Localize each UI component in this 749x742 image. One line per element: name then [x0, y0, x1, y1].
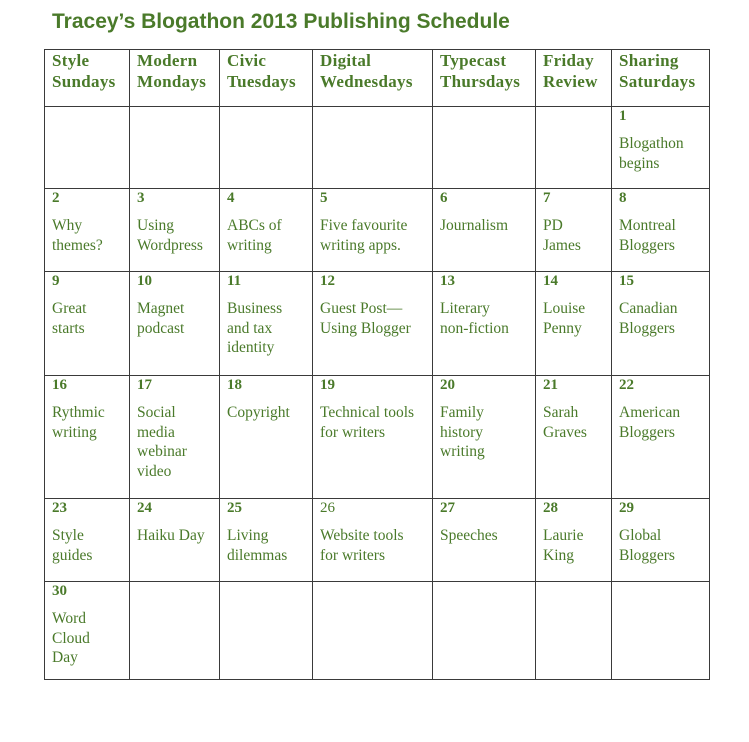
day-cell: [612, 272, 710, 376]
event-title: [440, 299, 531, 338]
column-header: [45, 50, 130, 107]
day-number: 24: [137, 500, 152, 516]
day-number: 29: [619, 500, 634, 516]
day-number: 9: [52, 273, 60, 289]
event-line: writing apps.: [320, 236, 401, 254]
week-row: [45, 499, 710, 582]
day-number: 26: [320, 500, 335, 516]
event-line: Using Blogger: [320, 319, 411, 337]
day-cell: [313, 272, 433, 376]
event-title: [52, 216, 125, 255]
empty-day-cell: [433, 107, 536, 189]
event-title: [137, 526, 215, 546]
event-line: Five favourite: [320, 217, 408, 234]
event-line: Journalism: [440, 217, 509, 234]
day-cell: [433, 272, 536, 376]
event-title: [543, 299, 607, 338]
event-title: [543, 403, 607, 442]
column-header-line: Thursdays: [440, 72, 521, 91]
event-title: [543, 526, 607, 565]
event-line: for writers: [320, 546, 385, 564]
event-line: Copyright: [227, 404, 290, 421]
event-line: Business: [227, 300, 283, 317]
event-title: [52, 403, 125, 442]
event-line: Laurie: [543, 527, 584, 544]
event-line: Sarah: [543, 404, 579, 421]
day-number: 8: [619, 190, 627, 206]
event-line: Social: [137, 404, 176, 421]
event-line: writing: [227, 236, 272, 254]
day-number: 4: [227, 190, 235, 206]
day-number: 6: [440, 190, 448, 206]
day-number: 20: [440, 377, 455, 393]
event-line: media: [137, 423, 175, 441]
day-number: 25: [227, 500, 242, 516]
day-cell: [220, 272, 313, 376]
day-number: 12: [320, 273, 335, 289]
column-header-line: Friday: [543, 51, 594, 70]
empty-day-cell: [313, 582, 433, 680]
day-cell: [220, 189, 313, 272]
event-line: James: [543, 236, 581, 254]
day-cell: [612, 189, 710, 272]
event-title: [137, 403, 215, 481]
event-line: Louise: [543, 300, 586, 317]
event-line: ABCs of: [227, 217, 282, 234]
column-header-line: Typecast: [440, 51, 507, 70]
day-cell: [220, 499, 313, 582]
day-number: 5: [320, 190, 328, 206]
schedule-table: [44, 49, 710, 680]
event-title: [619, 134, 705, 173]
page-title: Tracey’s Blogathon 2013 Publishing Schedule: [52, 10, 510, 33]
event-line: Great: [52, 300, 87, 317]
event-line: Literary: [440, 300, 490, 317]
day-cell: [612, 107, 710, 189]
empty-day-cell: [130, 107, 220, 189]
event-line: writing: [440, 443, 485, 460]
event-line: Haiku Day: [137, 527, 205, 544]
event-line: Global: [619, 527, 662, 544]
empty-day-cell: [220, 582, 313, 680]
empty-day-cell: [612, 582, 710, 680]
event-title: [543, 216, 607, 255]
event-line: Word: [52, 610, 87, 627]
event-line: Penny: [543, 319, 582, 337]
column-header: [433, 50, 536, 107]
event-line: Graves: [543, 423, 587, 441]
event-title: [227, 216, 308, 255]
event-line: for writers: [320, 423, 385, 441]
column-header: [313, 50, 433, 107]
event-title: [619, 403, 705, 442]
week-row: [45, 107, 710, 189]
day-cell: [130, 272, 220, 376]
event-line: history: [440, 423, 484, 441]
event-title: [320, 216, 428, 255]
event-line: Living: [227, 527, 269, 544]
day-cell: [130, 189, 220, 272]
event-line: writing: [52, 423, 97, 441]
day-number: 23: [52, 500, 67, 516]
event-line: Canadian: [619, 300, 678, 317]
empty-day-cell: [220, 107, 313, 189]
day-cell: [536, 189, 612, 272]
event-title: [440, 526, 531, 546]
event-line: non-fiction: [440, 319, 509, 337]
column-header-line: Style: [52, 51, 90, 70]
day-number: 2: [52, 190, 60, 206]
event-line: Why: [52, 217, 83, 234]
event-line: Website tools: [320, 527, 404, 544]
event-line: starts: [52, 319, 85, 337]
event-line: guides: [52, 546, 93, 564]
event-title: [227, 299, 308, 358]
column-header-line: Tuesdays: [227, 72, 296, 91]
event-line: Speeches: [440, 527, 498, 544]
event-title: [320, 299, 428, 338]
day-number: 14: [543, 273, 558, 289]
event-title: [440, 403, 531, 462]
day-cell: [313, 189, 433, 272]
day-number: 13: [440, 273, 455, 289]
week-row: [45, 272, 710, 376]
column-header-line: Modern: [137, 51, 198, 70]
day-cell: [45, 189, 130, 272]
event-title: [619, 216, 705, 255]
event-line: Rythmic: [52, 404, 105, 421]
column-header-line: Sundays: [52, 72, 116, 91]
day-number: 17: [137, 377, 152, 393]
event-line: dilemmas: [227, 546, 288, 564]
day-number: 21: [543, 377, 558, 393]
event-title: [320, 526, 428, 565]
header-row: [45, 50, 710, 107]
day-cell: [130, 499, 220, 582]
day-cell: [130, 376, 220, 499]
event-title: [227, 403, 308, 423]
day-cell: [313, 499, 433, 582]
event-line: begins: [619, 154, 660, 172]
event-line: Cloud: [52, 629, 90, 647]
column-header-line: Sharing: [619, 51, 679, 70]
empty-day-cell: [536, 107, 612, 189]
day-cell: [433, 376, 536, 499]
event-line: Day: [52, 649, 78, 666]
day-cell: [313, 376, 433, 499]
column-header: [220, 50, 313, 107]
empty-day-cell: [130, 582, 220, 680]
event-title: [52, 299, 125, 338]
event-title: [227, 526, 308, 565]
day-cell: [536, 499, 612, 582]
day-number: 16: [52, 377, 67, 393]
day-number: 1: [619, 108, 627, 124]
column-header-line: Mondays: [137, 72, 207, 91]
day-number: 3: [137, 190, 145, 206]
event-line: American: [619, 404, 681, 421]
event-line: Family: [440, 404, 484, 421]
event-title: [52, 609, 125, 668]
day-number: 11: [227, 273, 242, 289]
column-header-line: Saturdays: [619, 72, 696, 91]
event-line: Bloggers: [619, 319, 675, 337]
event-title: [619, 299, 705, 338]
day-number: 22: [619, 377, 634, 393]
event-title: [137, 299, 215, 338]
event-line: King: [543, 546, 574, 564]
empty-day-cell: [433, 582, 536, 680]
day-cell: [45, 376, 130, 499]
day-number: 18: [227, 377, 242, 393]
event-line: webinar: [137, 443, 187, 460]
event-line: identity: [227, 339, 275, 356]
event-line: Guest Post—: [320, 300, 403, 317]
event-line: video: [137, 462, 172, 480]
event-line: and tax: [227, 319, 273, 337]
event-line: PD: [543, 217, 563, 234]
column-header-line: Digital: [320, 51, 372, 70]
column-header-line: Review: [543, 72, 598, 91]
event-line: Style: [52, 527, 84, 544]
day-number: 7: [543, 190, 551, 206]
column-header: [612, 50, 710, 107]
empty-day-cell: [313, 107, 433, 189]
day-number: 28: [543, 500, 558, 516]
week-row: [45, 376, 710, 499]
day-number: 27: [440, 500, 455, 516]
event-line: podcast: [137, 319, 185, 337]
event-line: Technical tools: [320, 404, 415, 421]
day-cell: [45, 499, 130, 582]
day-cell: [45, 582, 130, 680]
day-cell: [536, 376, 612, 499]
empty-day-cell: [45, 107, 130, 189]
event-line: Montreal: [619, 217, 676, 234]
day-number: 19: [320, 377, 335, 393]
day-cell: [220, 376, 313, 499]
event-line: Bloggers: [619, 236, 675, 254]
week-row: [45, 582, 710, 680]
day-cell: [45, 272, 130, 376]
day-number: 15: [619, 273, 634, 289]
event-line: themes?: [52, 236, 103, 254]
event-line: Bloggers: [619, 546, 675, 564]
day-cell: [612, 499, 710, 582]
event-title: [52, 526, 125, 565]
day-cell: [433, 499, 536, 582]
event-line: Bloggers: [619, 423, 675, 441]
column-header: [130, 50, 220, 107]
event-line: Wordpress: [137, 236, 203, 254]
empty-day-cell: [536, 582, 612, 680]
event-title: [320, 403, 428, 442]
event-title: [440, 216, 531, 236]
day-cell: [536, 272, 612, 376]
column-header: [536, 50, 612, 107]
day-cell: [612, 376, 710, 499]
event-title: [619, 526, 705, 565]
event-line: Magnet: [137, 300, 185, 317]
calendar-body: [45, 107, 710, 680]
event-title: [137, 216, 215, 255]
day-number: 30: [52, 583, 67, 599]
column-header-line: Wednesdays: [320, 72, 413, 91]
event-line: Blogathon: [619, 135, 684, 152]
week-row: [45, 189, 710, 272]
day-cell: [433, 189, 536, 272]
day-number: 10: [137, 273, 152, 289]
event-line: Using: [137, 217, 175, 234]
column-header-line: Civic: [227, 51, 267, 70]
